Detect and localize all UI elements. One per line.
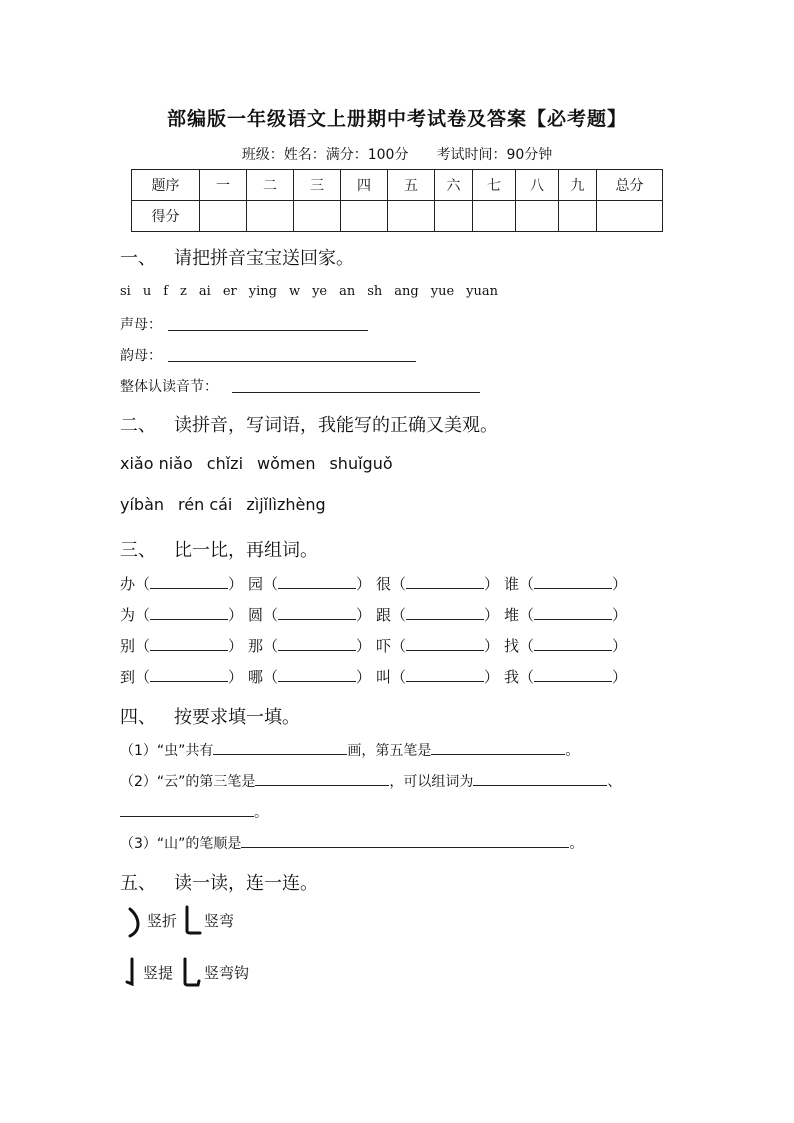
pinyin-item: yue [430,284,455,299]
pinyin-item: ang [394,284,419,299]
shuti-stroke-icon [122,956,140,988]
score-cell[interactable] [473,201,516,232]
compare-char: 叫 [376,668,392,686]
word-blank[interactable] [150,667,228,682]
pinyin-item: si [120,284,131,299]
header-cell: 六 [435,170,473,201]
row-label: 得分 [132,201,200,232]
shuwangou-stroke-icon [180,956,202,988]
score-cell[interactable] [597,201,663,232]
q4-item-1-text-2: 画，第五笔是 [347,743,432,759]
q2-number: 二、 [120,415,156,436]
header-cell: 七 [473,170,516,201]
q1-number: 一、 [120,248,156,269]
word-blank[interactable] [150,574,228,589]
word-blank[interactable] [534,636,612,651]
pinyin-item: u [142,284,152,299]
zhengti-label: 整体认读音节： [120,379,218,395]
yunmu-answer-line[interactable] [168,361,416,362]
word-blank[interactable] [534,667,612,682]
pinyin-item: er [222,284,237,299]
pinyin-item: ai [198,284,211,299]
q2-heading [120,411,498,437]
compare-char: 跟 [376,606,392,624]
word-blank[interactable] [534,605,612,620]
pinyin-word: xiǎo niǎo [120,454,193,473]
q4-item-3-text: （3）“山”的笔顺是 [120,836,242,852]
q1-pinyin-list [120,284,510,299]
score-cell[interactable] [388,201,435,232]
shuzhe-stroke-icon [126,906,144,938]
page-title: 部编版一年级语文上册期中考试卷及答案【必考题】 [166,108,627,130]
word-blank[interactable] [278,667,356,682]
q5-heading [120,869,318,895]
pinyin-word: shuǐguǒ [329,454,393,473]
q4-item-2-text-2: ，可以组词为 [389,774,474,790]
score-cell[interactable] [435,201,473,232]
q4-item-3 [120,833,583,853]
pinyin-item: f [163,284,169,299]
word-blank[interactable] [406,636,484,651]
q1-heading [120,244,354,270]
q4-item-2-sep: 、 [607,774,622,790]
header-cell: 题序 [132,170,200,201]
q4-item-2 [120,771,621,791]
pinyin-word: yíbàn [120,495,165,514]
compare-char: 吓 [376,637,392,655]
compare-char: 到 [120,668,136,686]
compare-char: 办 [120,575,136,593]
compare-char: 很 [376,575,392,593]
score-table [131,169,663,232]
q3-number: 三、 [120,540,156,561]
header-cell: 二 [247,170,294,201]
header-cell: 八 [516,170,559,201]
score-cell[interactable] [294,201,341,232]
pinyin-word: zìjǐlìzhèng [246,495,326,514]
compare-char: 那 [248,637,264,655]
word-blank[interactable] [278,636,356,651]
word-blank[interactable] [534,574,612,589]
compare-char: 找 [504,637,520,655]
pinyin-item: an [339,284,356,299]
word-blank-1[interactable] [473,771,607,786]
word-blank[interactable] [406,605,484,620]
word-blank[interactable] [150,605,228,620]
stroke-name: 竖折 [147,912,178,930]
pinyin-item: w [288,284,301,299]
q4-item-2-cont [120,802,268,822]
word-blank[interactable] [278,605,356,620]
shuwan-stroke-icon [182,904,202,936]
yunmu-label: 韵母： [120,348,162,364]
q2-pinyin-line-2 [120,495,340,514]
q4-item-1-text: （1）“虫”共有 [120,743,214,759]
word-blank-2[interactable] [120,802,254,817]
q4-item-2-end: 。 [254,805,268,821]
pinyin-item: z [180,284,187,299]
word-blank[interactable] [150,636,228,651]
stroke-name: 竖弯钩 [204,964,250,982]
stroke-name: 竖弯 [204,912,235,930]
compare-char: 为 [120,606,136,624]
stroke-name: 竖提 [143,964,174,982]
header-cell: 九 [559,170,597,201]
pinyin-item: ying [248,284,277,299]
word-blank[interactable] [278,574,356,589]
fifth-stroke-blank[interactable] [431,740,565,755]
header-cell: 四 [341,170,388,201]
exam-info: 班级：姓名：满分：100分 考试时间：90分钟 [241,147,553,163]
header-cell: 总分 [597,170,663,201]
score-table-score-row [132,201,663,232]
header-cell: 一 [200,170,247,201]
q4-item-1 [120,740,579,760]
pinyin-word: rén cái [178,495,233,514]
stroke-count-blank[interactable] [213,740,347,755]
q3-heading-text: 比一比，再组词。 [174,540,318,561]
q5-heading-text: 读一读，连一连。 [174,873,318,894]
q3-heading [120,536,318,562]
score-cell[interactable] [247,201,294,232]
q2-heading-text: 读拼音，写词语，我能写的正确又美观。 [174,415,498,436]
third-stroke-blank[interactable] [255,771,389,786]
compare-char: 我 [504,668,520,686]
score-cell[interactable] [559,201,597,232]
compare-char: 园 [248,575,264,593]
header-cell: 三 [294,170,341,201]
compare-char: 堆 [504,606,520,624]
shengmu-answer-line[interactable] [168,330,368,331]
word-blank[interactable] [406,667,484,682]
shengmu-label: 声母： [120,317,162,333]
score-cell[interactable] [516,201,559,232]
compare-char: 圆 [248,606,264,624]
word-blank[interactable] [406,574,484,589]
q4-number: 四、 [120,707,156,728]
compare-char: 别 [120,637,136,655]
pinyin-item: ye [312,284,328,299]
score-table-header-row [132,170,663,201]
pinyin-word: chǐzi [206,454,244,473]
compare-char: 谁 [504,575,520,593]
q4-heading-text: 按要求填一填。 [174,707,300,728]
compare-char: 哪 [248,668,264,686]
header-cell: 五 [388,170,435,201]
pinyin-item: sh [367,284,383,299]
q4-item-3-end: 。 [569,836,584,852]
q4-item-2-text: （2）“云”的第三笔是 [120,774,256,790]
score-cell[interactable] [200,201,247,232]
score-cell[interactable] [341,201,388,232]
q5-number: 五、 [120,873,156,894]
q2-pinyin-line-1 [120,454,407,473]
q1-heading-text: 请把拼音宝宝送回家。 [174,248,354,269]
pinyin-word: wǒmen [257,454,316,473]
q4-heading [120,703,300,729]
q4-item-1-end: 。 [565,743,580,759]
zhengti-answer-line[interactable] [232,392,480,393]
pinyin-item: yuan [466,284,499,299]
stroke-order-blank[interactable] [241,833,569,848]
